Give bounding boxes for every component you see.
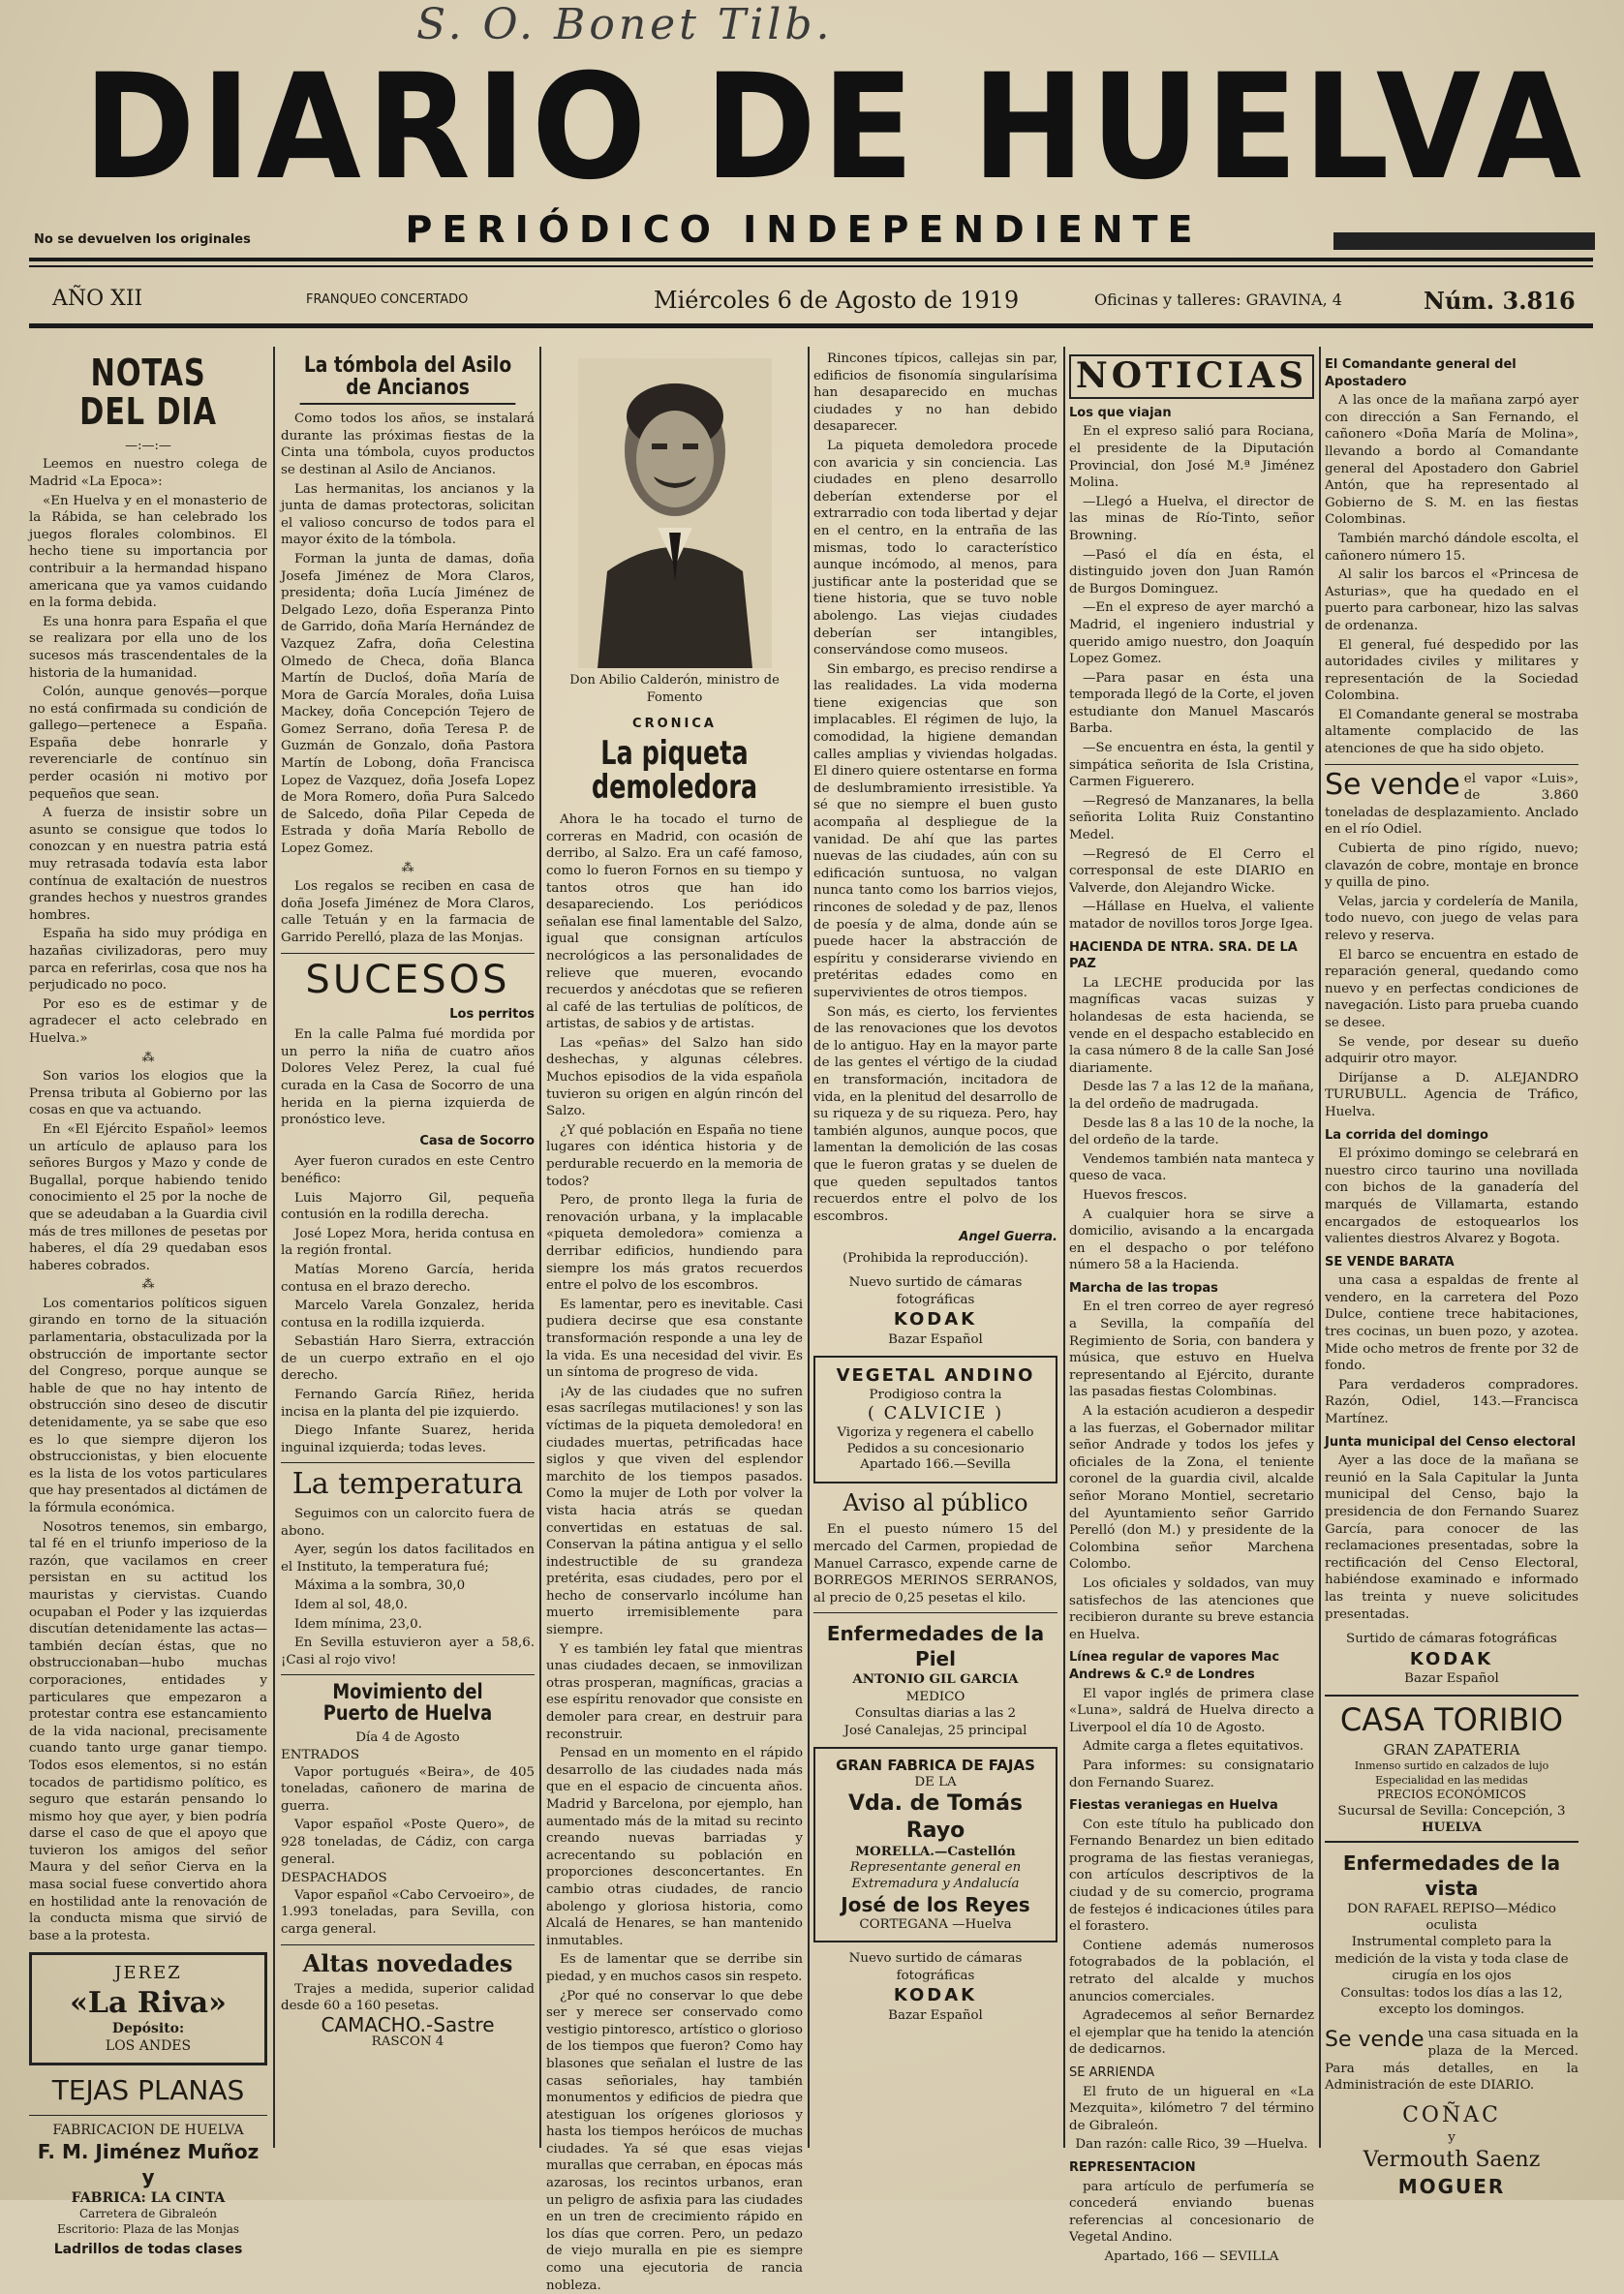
paragraph: Trajes a medida, superior calidad desde 60 a 160 pesetas. — [281, 1981, 535, 2014]
paragraph: —Regresó de El Cerro el corresponsal de este DIARIO en Valverde, don Alejandro Wicke. — [1069, 846, 1314, 896]
movimiento-date: Día 4 de Agosto — [355, 1730, 460, 1746]
paragraph: Marcelo Varela Gonzalez, herida contusa en la rodilla izquierda. — [281, 1299, 535, 1331]
ad-vegetal-line1: VEGETAL ANDINO — [836, 1365, 1035, 1387]
arrienda-razon: Dan razón: calle Rico, 39 —Huelva. — [1075, 2137, 1308, 2153]
paragraph: A fuerza de insistir sobre un asunto se consigue que todos lo conozcan y en nuestra patria está muy retrasada todavía esta labor contínua de exaltación de nuestros grandes hechos y nuestros grandes hombres. — [29, 806, 267, 923]
ad-kodak3-line1: Surtido de cámaras fotográficas — [1346, 1632, 1557, 1647]
linea-title: Línea regular de vapores Mac Andrews & C.º de Londres — [1069, 1650, 1280, 1682]
ad-conac-line2: y — [1448, 2130, 1455, 2146]
paragraph: En el tren correo de ayer regresó a Sevilla, la compañía del Regimiento de Soria, con bandera y música, que estuvo en Huelva representando al Ejército, durante las pasadas fiestas Colombinas. — [1069, 1300, 1314, 1400]
fiestas-title: Fiestas veraniegas en Huelva — [1069, 1798, 1278, 1814]
ad-kodak-3 — [1325, 1631, 1578, 1687]
marcha-title: Marcha de las tropas — [1069, 1280, 1218, 1296]
ad-enf-title: Enfermedades de la Piel — [826, 1622, 1045, 1671]
ad-enf-line4: José Canalejas, 25 principal — [843, 1723, 1027, 1738]
column-tombola — [281, 351, 535, 2161]
column-rule — [1063, 347, 1065, 2148]
paragraph: Admite carga a fletes equitativos. — [1083, 1739, 1304, 1755]
paragraph: una casa situada en la plaza de la Merced. Para más detalles, en la Administración de este DIARIO. — [1325, 2027, 1578, 2094]
paragraph: Son varios los elogios que la Prensa tributa al Gobierno por las cosas en que va actuando. — [29, 1069, 267, 1118]
ad-toribio-line1: GRAN ZAPATERIA — [1383, 1740, 1520, 1759]
portrait-engraving — [578, 358, 772, 668]
paragraph: En «El Ejército Español» leemos un artículo de aplauso para los señores Burgos y Mazo y conde de Bugallal, porque habiendo tenido conocimiento el 25 por la noche de que se adeudaban a la Guardia civil más de tres millones de pesetas por haberes, el día 29 quedaban esos haberes cobrados. — [29, 1121, 267, 1273]
sevende-1-label: Se vende — [1325, 767, 1460, 802]
ad-riva-line3: Depósito: — [111, 2021, 185, 2037]
paragraph: La LECHE producida por las magníficas vacas suizas y holandesas de esta hacienda, se vende en el despacho establecido en la casa número 8 de la calle San José diariamente. — [1069, 975, 1314, 1076]
paragraph: En Sevilla estuvieron ayer a 58,6. ¡Casi al rojo vivo! — [281, 1636, 535, 1667]
representacion-title: REPRESENTACION — [1069, 2159, 1196, 2175]
paragraph: una casa a espaldas de frente al vendero, en la carretera del Pozo Dulce, contiene trece habitaciones, tres cocinas, un buen pozo, y azotea. Mide ocho metros de frente por 32 de fondo. — [1325, 1273, 1578, 1374]
divider — [813, 1612, 1057, 1613]
notas-title: NOTAS DEL DIA — [79, 352, 217, 433]
franqueo-label: FRANQUEO CONCERTADO — [306, 292, 469, 307]
ad-kodak3-line3: Bazar Español — [1404, 1670, 1499, 1686]
ad-tejas-line4: Carretera de Gibraleón — [78, 2207, 218, 2221]
paragraph: España ha sido muy pródiga en hazañas civilizadoras, pero muy parca en referirlas, cosa que nos ha perjudicado no poco. — [29, 927, 267, 994]
ad-toribio-line6: HUELVA — [1421, 1820, 1483, 1836]
column-rule — [1319, 347, 1321, 2148]
paragraph: Nosotros tenemos, sin embargo, tal fé en el triunfo imperioso de la razón, que vacilamos en creer persistan en su actitud los mauristas y ciervistas. Cuando ocupaban el Poder y las izquierdas discutían detenidamente las actas—también decían éstas, que no obstruccionaban—hubo muchas corporaciones, entidades y particulares que empezaron a protestar contra ese estancamiento de la vida nacional, precisamente cuando tanto urge ganar tiempo. Todos esos elementos, si no están tocados de partidismo político, es seguro que estarán pensando lo mismo hoy que ayer, y bien podría darse el caso de que el apoyo que tuvieron los amigos del señor Maura y del señor Cierva en la masa social fuese convertido ahora en hostilidad ante la renovación de la conducta misma que sirvió de base a la protesta. — [29, 1519, 267, 1943]
paragraph: Los comentarios políticos siguen girando en torno de la situación parlamentaria, obstaculizada por la obstrucción de importante sector del Congreso, porque aunque se hable de que no hay intento de obstrucción sino deseo de discutir detenidamente, ya se sabe que eso es lo que siempre dijeron los obstruccionistas, y bien elocuente es la lista de los votos particulares que hay presentados al dictámen de la fórmula económica. — [29, 1296, 267, 1515]
paragraph: Se vende, por desear su dueño adquirir otro mayor. — [1325, 1034, 1578, 1067]
paragraph: Ayer fueron curados en este Centro benéfico: — [281, 1154, 535, 1186]
paragraph: Pero, de pronto llega la furia de renovación urbana, y la implacable «piqueta demoledora» comienza a derribar edificios, hundiendo para siempre los más gratos recuerdos entre el polvo de los escombros. — [546, 1193, 803, 1294]
ad-fajas-line3: Vda. de Tomás Rayo — [847, 1791, 1024, 1843]
masthead-subtitle: PERIÓDICO INDEPENDIENTE — [405, 208, 1203, 251]
motto: No se devuelven los originales — [34, 232, 251, 247]
paragraph: Idem mínima, 23,0. — [294, 1616, 422, 1632]
corrida-title: La corrida del domingo — [1325, 1127, 1488, 1143]
ad-toribio-line5: Sucursal de Sevilla: Concepción, 3 — [1337, 1803, 1566, 1819]
paragraph: Vapor español «Poste Quero», de 928 toneladas, de Cádiz, con carga general. — [281, 1818, 535, 1867]
ad-kodak — [813, 1274, 1057, 1348]
ad-conac-line1: COÑAC — [1402, 2102, 1501, 2127]
paragraph: Agradecemos al señor Bernardez el ejemplar que ha tenido la atención de dedicarnos. — [1069, 2008, 1314, 2058]
ad-kodak-line1: Nuevo surtido de cámaras fotográficas — [848, 1275, 1023, 1307]
sevende-2-label: Se vende — [1325, 2028, 1425, 2053]
paragraph: ¿Y qué población en España no tiene lugares con idéntica historia y de perdurable recuerdo en la memoria de todos? — [546, 1122, 803, 1189]
ad-kodak2-line2: KODAK — [893, 1985, 978, 2006]
ad-vista-line3: Consultas: todos los días a las 12, excepto los domingos. — [1340, 1985, 1563, 2018]
ad-fajas-line7: CORTEGANA —Huelva — [859, 1916, 1012, 1932]
paragraph: En la calle Palma fué mordida por un perro la niña de cuatro años Dolores Velez Perez, la cual fué curada en la Casa de Socorro de una herida en la pierna izquierda de pronóstico leve. — [281, 1027, 535, 1128]
ad-enfermedades-piel — [813, 1621, 1057, 1739]
paragraph: Con este título ha publicado don Fernando Benardez un bien editado programa de las fiestas veraniegas, con artículos descriptivos de la ciudad y de su comercio, programa de festejos é indicaciones útiles para el forastero. — [1069, 1817, 1314, 1935]
paragraph: Sebastián Haro Sierra, extracción de un cuerpo extraño en el ojo derecho. — [281, 1334, 535, 1384]
paragraph: —Para pasar en ésta una temporada llegó de la Corte, el joven estudiante don Manuel Mascarós Barba. — [1069, 670, 1314, 737]
sucesos-sub1: Los perritos — [449, 1006, 535, 1022]
paragraph: Vapor español «Cabo Cervoeiro», de 1.993 toneladas, para Sevilla, con carga general. — [281, 1887, 535, 1937]
paragraph: Es lamentar, pero es inevitable. Casi pudiera decirse que esa constante transformación responde a una ley de la vida. Es una necesidad del vivir. Es un síntoma de progreso de vida. — [546, 1297, 803, 1381]
ad-tejas-line3: FABRICA: LA CINTA — [71, 2190, 226, 2207]
paragraph: A cualquier hora se sirve a domicilio, avisando a la encargada en el despacho o por teléfono número 58 a la Hacienda. — [1069, 1207, 1314, 1273]
ad-vista-line1: DON RAFAEL REPISO—Médico oculista — [1347, 1901, 1556, 1933]
sucesos-title: SUCESOS — [305, 957, 510, 1002]
tombola-title: La tómbola del Asilo de Ancianos — [300, 354, 516, 405]
paragraph: Es una honra para España el que se realizara por ella uno de los sucesos más trascendentales de la historia de la humanidad. — [29, 614, 267, 681]
ad-fajas-line1: GRAN FABRICA DE FAJAS — [836, 1756, 1035, 1774]
ad-la-riva — [29, 1952, 267, 2065]
paragraph: Huevos frescos. — [1083, 1187, 1187, 1203]
paragraph: El fruto de un higueral en «La Mezquita», kilómetro 7 del término de Gibraleón. — [1069, 2084, 1314, 2133]
masthead-bar-right — [1333, 232, 1595, 250]
ad-vegetal-line6: Apartado 166.—Sevilla — [860, 1457, 1011, 1473]
paragraph: Desde las 7 a las 12 de la mañana, la del ordeño de madrugada. — [1069, 1080, 1314, 1112]
cronica-prohibida: (Prohibida la reproducción). — [843, 1250, 1028, 1266]
ad-fajas — [813, 1747, 1057, 1943]
ad-vegetal-line5: Pedidos a su concesionario — [846, 1441, 1025, 1456]
paragraph: Es de lamentar que se derribe sin piedad, y en muchos casos sin respeto. — [546, 1952, 803, 1984]
offices-label: Oficinas y talleres: GRAVINA, 4 — [1094, 291, 1342, 309]
paragraph: El barco se encuentra en estado de reparación general, quedando como nuevo y en perfectas condiciones de navegación. Listo para prueba cuando se desee. — [1325, 947, 1578, 1030]
paragraph: Vapor portugués «Beira», de 405 toneladas, cañonero de marina de guerra. — [281, 1764, 535, 1814]
paragraph: para artículo de perfumería se concederá enviando buenas referencias al concesionario de Vegetal Andino. — [1069, 2179, 1314, 2246]
cronica-author: Angel Guerra. — [959, 1230, 1057, 1245]
ad-kodak-line3: Bazar Español — [888, 1331, 983, 1347]
paragraph: El general, fué despedido por las autoridades civiles y militares y representación de la Sociedad Colombina. — [1325, 637, 1578, 704]
ad-vegetal-line3: ( CALVICIE ) — [867, 1403, 1004, 1424]
paragraph: Ayer, según los datos facilitados en el Instituto, la temperatura fué; — [281, 1543, 535, 1575]
ad-tejas-line2: F. M. Jiménez Muñoz y — [37, 2140, 260, 2189]
paragraph: ¡Ay de las ciudades que no sufren esas sacrílegas mutilaciones! y son las víctimas de la piqueta demoledora! en ciudades muertas, petrificadas hace siglos y que viven del esplendor marchito de los tiempos pasados. Como la mujer de Loth por volver la vista hacia atrás se quedan convertidas en estatuas de sal. Conservan la pátina antigua y el sello indestructible de su grandeza pretérita, esas ciudades, pero por el hecho de conservarlo incólume han muerto irremisiblemente para siempre. — [546, 1384, 803, 1638]
column-noticias — [1069, 351, 1314, 2264]
movimiento-despachados: DESPACHADOS — [281, 1871, 387, 1886]
ad-enf-line3: Consultas diarias a las 2 — [855, 1706, 1016, 1722]
temperatura-title: La temperatura — [291, 1467, 524, 1502]
ad-conac-line3: Vermouth Saenz — [1363, 2147, 1541, 2172]
divider — [1325, 764, 1578, 765]
paragraph: Sin embargo, es preciso rendirse a las realidades. La vida moderna tiene exigencias que son implacables. El régimen de lujo, la comodidad, la higiene demandan calles amplias y viviendas holgadas. El dinero quiere ostentarse en forma de deslumbramiento irresistible. Ya sé que no siempre el buen gusto acompaña al despliegue de la vanidad. De ahí que las partes nuevas de las ciudades, aún con su edificación suntuosa, no valgan nunca tanto como los barrios viejos, rincones de soledad y de paz, llenos de poesía y de alma, donde aún se puede hacer la abstracción de espíritu y considerarse viviendo en pretéritas edades como en supervivientes de otros tiempos. — [813, 661, 1057, 1000]
ad-fajas-line5: Representante general en Extremadura y Andalucía — [849, 1860, 1022, 1891]
masthead-rule-thin — [29, 265, 1593, 267]
masthead-rule — [29, 258, 1593, 261]
paragraph: Máxima a la sombra, 30,0 — [294, 1578, 466, 1594]
paragraph: —Se encuentra en ésta, la gentil y simpática señorita de Isla Cristina, Carmen Figuerero. — [1069, 741, 1314, 790]
column-notas — [29, 351, 267, 2258]
paragraph: A la estación acudieron a despedir a las fuerzas, el Gobernador militar señor Andrade y todos los jefes y oficiales de la Zona, el teniente coronel de la guardia civil, alcalde señor Morano Montiel, secretario del Ayuntamiento señor Garrido Perelló (don M.) y presidente de la Colombina señor Marchena Colombo. — [1069, 1404, 1314, 1573]
issue-number: Núm. 3.816 — [1424, 287, 1576, 315]
paragraph: En el puesto número 15 del mercado del Carmen, propiedad de Manuel Carrasco, expende carne de BORREGOS MERINOS SERRANOS, al precio de 0,25 pesetas el kilo. — [813, 1522, 1057, 1606]
paragraph: Pensad en un momento en el rápido desarrollo de las ciudades nada más que en el espacio de cincuenta años. Madrid y Barcelona, por ejemplo, han aumentado más de la mitad su recinto creando nuevas barriadas y acrecentando su población en proporciones desconcertantes. En cambio otras ciudades, de rancio abolengo y gloriosa historia, como Alcalá de Henares, se han mantenido inmutables. — [546, 1746, 803, 1948]
year-label: AÑO XII — [52, 287, 143, 311]
paragraph: Los regalos se reciben en casa de doña Josefa Jiménez de Mora Claros, calle Tetuán y en la farmacia de Garrido Perelló, plaza de las Monjas. — [281, 879, 535, 945]
column-right — [1325, 351, 1578, 2199]
paragraph: Las «peñas» del Salzo han sido deshechas, y algunas célebres. Muchos episodios de la vida española tuvieron su origen en algún rincón del Salzo. — [546, 1035, 803, 1119]
paragraph: Ahora le ha tocado el turno de correras en Madrid, con ocasión de derribo, al Salzo. Era un café famoso, como lo fueron Fornos en su tiempo y tantos otros que han ido desapareciendo. Los periódicos señalan ese final lamentable del Salzo, igual que consignan artículos necrológicos a las personalidades de relieve que mueren, evocando recuerdos y anécdotas que se refieren al café de las tertulias de políticos, de artistas, de sabios y de artistas. — [546, 812, 803, 1032]
ad-riva-line1: JEREZ — [114, 1963, 182, 1984]
issue-date: Miércoles 6 de Agosto de 1919 — [654, 287, 1020, 314]
paragraph: El próximo domingo se celebrará en nuestro circo taurino una novillada con bichos de la ganadería del marqués de Villamarta, estando encargados de estoquearlos los valientes diestros Alvarez y Bogota. — [1325, 1147, 1578, 1247]
ad-tejas-line6: Ladrillos de todas clases — [53, 2242, 243, 2258]
ad-riva-line2: «La Riva» — [70, 1985, 227, 2020]
viajan-title: Los que viajan — [1069, 405, 1172, 420]
paragraph: Para informes: su consignatario don Fernando Suarez. — [1069, 1758, 1314, 1790]
asterism: ⁂ — [401, 860, 414, 875]
representacion-address: Apartado, 166 — SEVILLA — [1104, 2248, 1279, 2264]
column-rule — [539, 347, 541, 2148]
paragraph: Forman la junta de damas, doña Josefa Jiménez de Mora Claros, presidenta; doña Lucía Jiménez de Delgado Lezo, doña Esperanza Pinto de Garrido, doña María Hernández de Vazquez Zafra, doña Celestina Olmedo de Checa, doña Blanca Martín de Ducloś, doña María de Mora de García Morales, doña Luisa Mackey, doña Concepción Tejero de Gomez Serrano, doña Teresa P. de Guzmán de Gonzalo, doña Pastora Martín de Lobong, doña Francisca Lopez de Vazquez, doña Josefa Lopez de Mora Romero, doña Pura Salcedo de Salcedo, doña Pilar Cepeda de Estrada y doña María Rebollo de Lopez Gomez. — [281, 551, 535, 857]
paragraph: —Llegó a Huelva, el director de las minas de Río-Tinto, señor Browning. — [1069, 494, 1314, 543]
ad-kodak2-line3: Bazar Español — [888, 2007, 983, 2023]
column-cronica — [546, 351, 803, 2293]
paragraph: «En Huelva y en el monasterio de la Rábida, se han celebrado los juegos florales colombinos. El hecho tiene su importancia por contribuir a la hermandad hispano americana que ya vamos cuidando en la forma debida. — [29, 493, 267, 611]
paragraph: Idem al sol, 48,0. — [294, 1597, 409, 1612]
notas-divider: —:—:— — [125, 438, 171, 453]
paragraph: Diego Infante Suarez, herida inguinal izquierda; todas leves. — [281, 1423, 535, 1455]
ad-toribio-line2: Inmenso surtido en calzados de lujo — [1354, 1759, 1549, 1773]
paragraph: También marchó dándole escolta, el cañonero número 15. — [1325, 531, 1578, 564]
ad-vegetal-andino — [813, 1356, 1057, 1483]
ad-tejas-title: TEJAS PLANAS — [51, 2074, 245, 2107]
noticias-title: NOTICIAS — [1069, 354, 1314, 399]
paragraph: Ayer a las doce de la mañana se reunió en la Sala Capitular la Junta municipal del Censo, bajo la presidencia de don Fernando Suarez García, para conocer de las reclamaciones presentadas, sobre la rectificación del Censo Electoral, habiéndose examinado e informado las treinta y nueve solicitudes presentadas. — [1325, 1453, 1578, 1622]
ad-toribio-title: CASA TORIBIO — [1339, 1701, 1564, 1739]
altas-name: CAMACHO.-Sastre — [321, 2012, 495, 2036]
paragraph: Los oficiales y soldados, van muy satisfechos de las atenciones que recibieron durante su breve estancia en Huelva. — [1069, 1575, 1314, 1642]
paragraph: Velas, jarcia y cordelería de Manila, todo nuevo, con juego de velas para relevo y reserva. — [1325, 894, 1578, 943]
column-rule — [808, 347, 810, 2148]
barata-title: SE VENDE BARATA — [1325, 1254, 1455, 1269]
paragraph: Diríjanse a D. ALEJANDRO TURUBULL. Agencia de Tráfico, Huelva. — [1325, 1070, 1578, 1119]
cronica-label: CRONICA — [632, 717, 717, 732]
column-rule — [273, 347, 275, 2148]
comandante-title: El Comandante general del Apostadero — [1325, 357, 1517, 389]
paragraph: Son más, es cierto, los fervientes de las renovaciones que los devotos de lo antiguo. Hay en la mayor parte de las gentes el vértigo de la ciudad en transformación, incitadora de vida, en la plenitud del desarrollo de su riqueza y de su riqueza. Pero, hay también algunos, aunque pocos, que lamentan la demolición de las cosas que le fueron gratas y se duelen de que queden sepultados tantos recuerdos entre el polvo de los escombros. — [813, 1004, 1057, 1224]
paragraph: Por eso es de estimar y de agradecer el acto celebrado en Huelva.» — [29, 996, 267, 1046]
handwritten-signature: S. O. Bonet Tilb. — [416, 0, 834, 49]
paragraph: Y es también ley fatal que mientras unas ciudades decaen, se inmovilizan otras prosperan, magníficas, gracias a ese espíritu renovador que consiste en demoler para crear, en destruir para reconstruir. — [546, 1641, 803, 1742]
ad-toribio-line3: Especialidad en las medidas — [1375, 1773, 1528, 1787]
paragraph: Cubierta de pino rígido, nuevo; clavazón de cobre, montaje en bronce y quilla de pino. — [1325, 841, 1578, 891]
paragraph: Las hermanitas, los ancianos y la junta de damas protectoras, solicitan el valioso concurso de todos para el mayor éxito de la tómbola. — [281, 481, 535, 548]
paragraph: Colón, aunque genovés—porque no está confirmada su condición de gallego—pertenece a España. España debe honrarle y reverenciarle de contínuo sin perder ocasión ni motivo por pequeños que sean. — [29, 685, 267, 802]
altas-title: Altas novedades — [302, 1948, 513, 1977]
ad-vegetal-line4: Vigoriza y regenera el cabello — [837, 1424, 1034, 1440]
divider — [29, 2115, 267, 2116]
ad-tejas-line5: Escritorio: Plaza de las Monjas — [56, 2221, 240, 2236]
hacienda-title: HACIENDA DE NTRA. SRA. DE LA PAZ — [1069, 939, 1298, 972]
portrait-caption: Don Abilio Calderón, ministro de Fomento — [569, 673, 780, 705]
ad-tejas-planas — [29, 2073, 267, 2258]
paragraph: Matías Moreno García, herida contusa en el brazo derecho. — [281, 1262, 535, 1295]
paragraph: Desde las 8 a las 10 de la noche, la del ordeño de la tarde. — [1069, 1116, 1314, 1148]
ad-conac — [1325, 2102, 1578, 2200]
paragraph: El vapor inglés de primera clase «Luna», saldrá de Huelva directo a Liverpool el día 10 de Agosto. — [1069, 1686, 1314, 1735]
paragraph: La piqueta demoledora procede con avaricia y sin conciencia. Las ciudades en pleno desarrollo deberían extenderse por el extrarradio con toda libertad y dejar en el centro, en la entraña de las mismas, todo lo característico aunque incómodo, al menos, para justificar ante la posteridad que se tiene historia, que se tuvo noble abolengo. Las viejas ciudades deberían ser intangibles, conservándose como museos. — [813, 438, 1057, 658]
info-rule — [29, 323, 1593, 328]
arrienda-title: SE ARRIENDA — [1069, 2065, 1155, 2081]
altas-address: RASCON 4 — [371, 2034, 444, 2050]
aviso-title: Aviso al público — [843, 1489, 1028, 1517]
paragraph: Rincones típicos, callejas sin par, edificios de fisonomía singularísima han desaparecido en muchas ciudades y no han debido desaparecer. — [813, 352, 1057, 435]
paragraph: José Lopez Mora, herida contusa en la región frontal. — [281, 1226, 535, 1259]
sucesos-sub2: Casa de Socorro — [419, 1133, 535, 1148]
ad-vegetal-line2: Prodigioso contra la — [869, 1387, 1002, 1402]
paragraph: —Hállase en Huelva, el valiente matador de novillos toros Jorge Igea. — [1069, 900, 1314, 933]
ad-fajas-line4: MORELLA.—Castellón — [855, 1844, 1016, 1860]
censo-title: Junta municipal del Censo electoral — [1325, 1434, 1577, 1450]
divider — [281, 1944, 535, 1945]
ad-fajas-line6: José de los Reyes — [841, 1892, 1030, 1916]
column-cronica-continuation — [813, 351, 1057, 2161]
asterism: ⁂ — [141, 1050, 155, 1065]
ad-vista-title: Enfermedades de la vista — [1342, 1850, 1561, 1900]
paragraph: Al salir los barcos el «Princesa de Asturias», que ha quedado en el puerto para carbonear, hizo las salvas de ordenanza. — [1325, 567, 1578, 633]
movimiento-entrados: ENTRADOS — [281, 1747, 360, 1762]
ad-conac-line4: MOGUER — [1397, 2175, 1506, 2199]
paragraph: Contiene además numerosos fotograbados de la población, el retrato del alcalde y muchos anuncios comerciales. — [1069, 1938, 1314, 2004]
piqueta-title: La piqueta demoledora — [591, 733, 758, 808]
masthead-title: DIARIO DE HUELVA — [83, 44, 1587, 212]
paragraph: —En el expreso de ayer marchó a Madrid, el ingeniero industrial y querido amigo nuestro, don Joaquín Lopez Gomez. — [1069, 600, 1314, 667]
paragraph: Vendemos también nata mantecа y queso de vaca. — [1069, 1151, 1314, 1184]
paragraph: el vapor «Luis», de 3.860 toneladas de desplazamiento. Anclado en el río Odiel. — [1325, 771, 1578, 838]
ad-kodak2-line1: Nuevo surtido de cámaras fotográficas — [848, 1951, 1023, 1983]
paragraph: Luis Majorro Gil, pequeña contusión en la rodilla derecha. — [281, 1190, 535, 1223]
paragraph: A las once de la mañana zarpó ayer con dirección a San Fernando, el cañonero «Doña María de Molina», llevando a bordo al Comandante general del Apostadero don Gabriel Antón, que ha representado al Gobierno de S. M. en las fiestas Colombinas. — [1325, 393, 1578, 528]
paragraph: El Comandante general se mostraba altamente complacido de las atenciones de que ha sido objeto. — [1325, 707, 1578, 757]
ad-enf-line1: ANTONIO GIL GARCIA — [852, 1671, 1019, 1688]
paragraph: Fernando García Riñez, herida incisa en la planta del pie izquierdo. — [281, 1388, 535, 1420]
ad-kodak-2 — [813, 1950, 1057, 2024]
paragraph: Seguimos con un calorcito fuera de abono. — [281, 1506, 535, 1539]
divider — [281, 1674, 535, 1675]
divider — [281, 953, 535, 954]
movimiento-title: Movimiento del Puerto de Huelva — [322, 1680, 493, 1726]
ad-enfermedades-vista — [1325, 1850, 1578, 2019]
ad-tejas-line1: FABRICACION DE HUELVA — [52, 2122, 244, 2138]
paragraph: —Pasó el día en ésta, el distinguido joven don Juan Ramón de Burgos Dominguez. — [1069, 547, 1314, 596]
paragraph: Como todos los años, se instalará durante las próximas fiestas de la Cinta una tómbola, cuyos productos se destinan al Asilo de Ancianos. — [281, 412, 535, 477]
ad-kodak-line2: KODAK — [893, 1309, 978, 1331]
paragraph: Leemos en nuestro colega de Madrid «La Epoca»: — [29, 457, 267, 489]
paragraph: ¿Por qué no conservar lo que debe ser y merece ser conservado como vestigio pintoresco, artístico o glorioso de los tiempos que fueron? Como hay blasones que señalan el lustre de las casas señoriales, hay también monumentos y edificios de piedra que atestiguan los orígenes gloriosos y hasta los tiempos heróicos de muchas ciudades. Ya sé que esas viejas murallas que cerraban, en épocas más azarosas, los recintos urbanos, eran un peligro de asfixia para las ciudades en un tren de crecimiento rápido en los días que corren. Pero, un pedazo de viejo muralla en pie es siempre como una ejecutoria de rancia nobleza. — [546, 1988, 803, 2293]
ad-riva-line4: LOS ANDES — [105, 2037, 192, 2054]
paragraph: —Regresó de Manzanares, la bella señorita Lolita Ruiz Constantino Medel. — [1069, 793, 1314, 843]
paragraph: Para verdaderos compradores. Razón, Odiel, 143.—Francisca Martínez. — [1325, 1377, 1578, 1427]
ad-fajas-line2: DE LA — [914, 1774, 957, 1789]
ad-toribio-line4: PRECIOS ECONÓMICOS — [1376, 1788, 1527, 1802]
ad-casa-toribio — [1325, 1695, 1578, 1842]
info-bar — [29, 281, 1593, 320]
ad-vista-line2: Instrumental completo para la medición de la vista y toda clase de cirugía en los ojos — [1334, 1935, 1569, 1984]
paragraph: En el expreso salió para Rociana, el presidente de la Diputación Provincial, don José M.ª Jiménez Molina. — [1069, 424, 1314, 491]
asterism: ⁂ — [141, 1277, 155, 1293]
ad-enf-line2: MEDICO — [905, 1689, 965, 1704]
divider — [281, 1462, 535, 1463]
ad-kodak3-line2: KODAK — [1409, 1648, 1494, 1669]
